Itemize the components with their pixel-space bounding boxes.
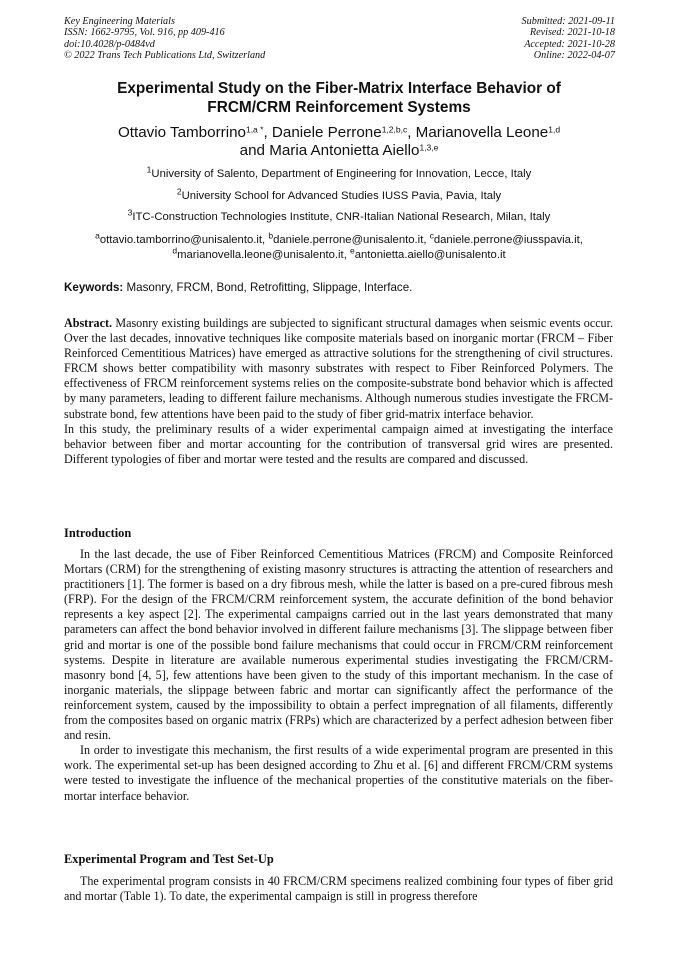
affiliation [64, 207, 614, 224]
author-line-1 [64, 124, 614, 142]
issn: ISSN: 1662-9795, Vol. 916, pp 409-416 [64, 27, 225, 39]
paper-title [64, 80, 614, 117]
section-heading-experimental: Experimental Program and Test Set-Up [64, 852, 274, 866]
introduction-paragraph-1: In the last decade, the use of Fiber Reinforced Cementitious Matrices (FRCM) and Composite Reinforced Mortars (CRM) for the strengthening of existing masonry structures is attracting the attention of researchers and practitioners [1]. The former is based on a dry fibrous mesh, while the latter is based on a pre-cured fibrous mesh (FRP). For the design of the FRCM/CRM reinforcement system, the accurate definition of the bond behavior represents a key aspect [2]. The experimental campaigns carried out in the last years demonstrated that many parameters can affect the bond behavior involved in different failure mechanisms [3]. The slippage between fiber grid and mortar is one of the possible bond failure mechanisms that could occur in FRCM/CRM reinforcement systems. Despite in literature are available numerous experimental studies investigating the FRCM/CRM-masonry bond [4, 5], few attentions have been given to the study of this important mechanism. In the case of inorganic materials, the slippage between fabric and mortar can significantly affect the performance of the reinforcement system, caused by the impossibility to obtain a perfect impregnation of all filaments, differently from the composites based on organic matrix (FRPs) which are characterized by a perfect adhesion between fiber and resin. [64, 547, 613, 743]
email-marker: e [349, 245, 355, 256]
online-date: Online: 2022-04-07 [533, 50, 615, 62]
author-affil-marker: 1,d [548, 124, 561, 135]
keywords-label: Keywords: [64, 281, 124, 294]
email: daniele.perrone@unisalento.it, [273, 234, 430, 246]
email-line-2 [60, 245, 618, 263]
author-emails [60, 230, 618, 263]
email: daniele.perrone@iusspavia.it, [433, 234, 583, 246]
submitted-date: Submitted: 2021-09-11 [521, 16, 615, 27]
doi: doi:10.4028/p-0484vd [64, 38, 155, 50]
email: antonietta.aiello@unisalento.it [354, 249, 506, 261]
email-marker: a [95, 230, 100, 241]
affiliation-marker: 2 [176, 186, 182, 197]
author-name: Maria Antonietta Aiello [269, 142, 420, 159]
abstract-label: Abstract. [64, 316, 113, 330]
copyright: © 2022 Trans Tech Publications Ltd, Switzerland [64, 50, 266, 62]
author-affil-marker: 1,3,e [419, 142, 439, 153]
author-name: Daniele Perrone [271, 124, 382, 141]
title-line-2: FRCM/CRM Reinforcement Systems [207, 98, 471, 116]
experimental-paragraph-1: The experimental program consists in 40 FRCM/CRM specimens realized combining four types of fiber grid and mortar (Table 1). To date, the experimental campaign is still in progress therefore [64, 874, 613, 904]
affiliation-marker: 1 [146, 164, 152, 175]
affiliation [64, 164, 614, 181]
revised-date: Revised: 2021-10-18 [529, 27, 615, 39]
author-name: Ottavio Tamborrino [117, 124, 246, 141]
journal-info [64, 16, 265, 62]
introduction-body [64, 547, 613, 804]
author-separator: , [263, 124, 272, 141]
author-list [64, 124, 614, 160]
affiliation-text: University of Salento, Department of Engineering for Innovation, Lecce, Italy [151, 168, 532, 180]
email: marianovella.leone@unisalento.it, [177, 249, 350, 261]
author-affil-marker: 1,2,b,c [381, 124, 408, 135]
author-name: Marianovella Leone [415, 124, 549, 141]
email-marker: b [268, 230, 274, 241]
keywords [64, 281, 614, 295]
affiliation-marker: 3 [127, 207, 133, 218]
abstract-text: Masonry existing buildings are subjected to significant structural damages when seismic events occur. Over the last decades, innovative techniques like composite materials based on inorganic mortar (FRCM – Fiber Reinforced Cementitious Matrices) have emerged as attractive solutions for the strengthening of civil structures. FRCM shows better compatibility with masonry substrates with respect to Fiber Reinforced Polymers. The effectiveness of FRCM reinforcement systems relies on the composite-substrate bond behavior which is affected by many parameters, leading to different failure mechanisms. Although numerous studies investigate the FRCM-substrate bond, few attentions have been paid to the study of fiber grid-matrix interface behavior. [64, 316, 613, 421]
author-affil-marker: 1,a * [245, 124, 264, 135]
email-line-1 [60, 230, 618, 248]
email-marker: c [429, 230, 434, 241]
abstract-paragraph-2: In this study, the preliminary results of a wider experimental campaign aimed at investigating the interface behavior between fiber and mortar accounting for the contribution of transversal grid wires are presented. Different typologies of fiber and mortar were tested and the results are compared and discussed. [64, 421, 613, 466]
abstract-paragraph-1 [64, 316, 613, 422]
author-separator: , [407, 124, 416, 141]
accepted-date: Accepted: 2021-10-28 [524, 38, 615, 50]
affiliation-text: University School for Advanced Studies IUSS Pavia, Pavia, Italy [181, 190, 502, 202]
author-line-2 [64, 142, 614, 160]
keywords-text: Masonry, FRCM, Bond, Retrofitting, Slippage, Interface. [123, 281, 413, 294]
affiliation-text: ITC-Construction Technologies Institute, CNR-Italian National Research, Milan, Italy [132, 211, 551, 223]
email-marker: d [172, 245, 178, 256]
publication-dates [522, 16, 615, 62]
affiliation [64, 186, 614, 203]
section-heading-introduction: Introduction [64, 526, 132, 540]
abstract [64, 316, 613, 467]
email: ottavio.tamborrino@unisalento.it, [99, 234, 269, 246]
experimental-body [64, 874, 613, 904]
title-line-1: Experimental Study on the Fiber-Matrix Interface Behavior of [117, 80, 561, 97]
author-conjunction: and [239, 142, 270, 159]
introduction-paragraph-2: In order to investigate this mechanism, the first results of a wide experimental program are presented in this work. The experimental set-up has been designed according to Zhu et al. [6] and different FRCM/CRM systems were tested to investigate the influence of the mechanical properties of the constitutive materials on the fiber-mortar interface behavior. [64, 743, 613, 803]
journal-name: Key Engineering Materials [64, 16, 175, 27]
